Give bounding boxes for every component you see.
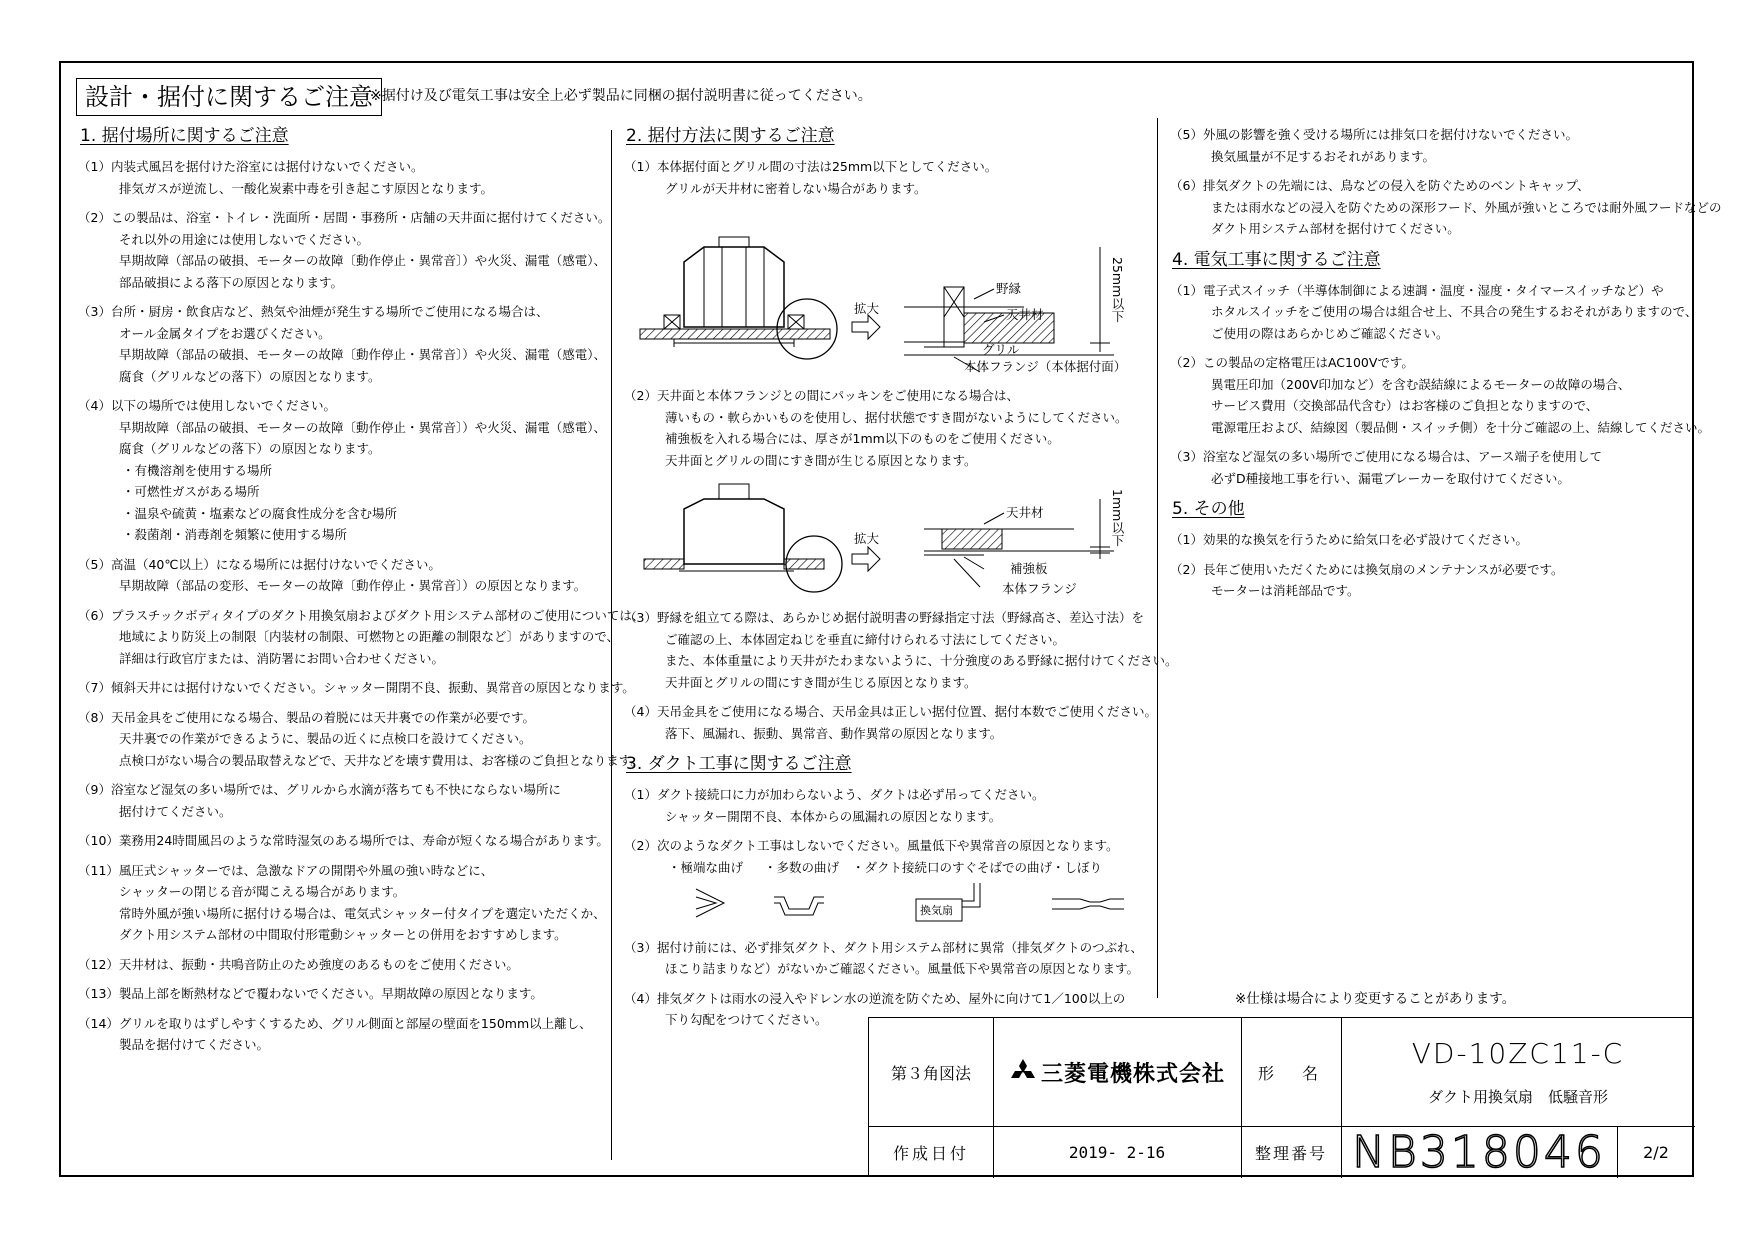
flange-label: 本体フランジ (1002, 581, 1077, 596)
item-text: （1）電子式スイッチ（半導体制御による速調・温度・湿度・タイマースイッチなど）や (1170, 282, 1664, 298)
item-text: （2）この製品の定格電圧はAC100Vです。 (1170, 355, 1414, 370)
case-label: ・多数の曲げ (764, 859, 840, 875)
item-text: （4）以下の場所では使用しないでください。 (78, 398, 336, 413)
item-text-continued: 天井面とグリルの間にすき間が生じる原因となります。 (665, 674, 977, 690)
flange-label: 本体フランジ（本体据付面） (964, 359, 1127, 374)
case-label: ・しぼり (1052, 859, 1103, 875)
item-text-continued: 製品を据付けてください。 (119, 1037, 270, 1052)
item-text: （4）天吊金具をご使用になる場合、天吊金具は正しい据付位置、据付本数でご使用ください。 (624, 704, 1157, 719)
item-text: （6）プラスチックボディタイプのダクト用換気扇およびダクト用システム部材のご使用については、 (78, 607, 645, 623)
expand-label: 拡大 (854, 531, 880, 546)
item-text: （11）風圧式シャッターでは、急激なドアの開閉や外風の強い時などに、 (78, 862, 494, 878)
item-text-continued: 詳細は行政官庁または、消防署にお問い合わせください。 (119, 650, 445, 666)
item-text: （7）傾斜天井には据付けないでください。シャッター開閉不良、振動、異常音の原因となります。 (78, 680, 635, 695)
section-4-items (1170, 280, 1711, 490)
item-text-continued: シャッターの閉じる音が聞こえる場合があります。 (119, 884, 406, 899)
noen-label: 野縁 (996, 281, 1022, 296)
item-text-continued: 異電圧印加（200V印加など）を含む誤結線によるモーターの故障の場合、 (1211, 376, 1631, 392)
item-text-continued: 常時外風が強い場所に据付ける場合は、電気式シャッター付タイプを選定いただくか、 (119, 905, 606, 921)
list-item (78, 677, 635, 699)
section-title: 3. ダクト工事に関するご注意 (626, 754, 852, 774)
case-label: ・極端な曲げ (668, 859, 744, 875)
list-item (78, 779, 618, 822)
item-text: （2）天井面と本体フランジとの間にパッキンをご使用になる場合は、 (624, 388, 1020, 403)
bullet-item: ・可燃性ガスがある場所 (122, 484, 260, 499)
column-2 (624, 124, 1178, 1039)
duct-examples-drawing (624, 881, 1144, 927)
dimension-label: 1mm以下 (1110, 489, 1125, 547)
item-text-continued: ダクト用システム部材の中間取付形電動シャッターとの併用をおすすめします。 (119, 927, 567, 942)
item-text: （9）浴室など湿気の多い場所では、グリルから水滴が落ちても不快にならない場所に (78, 782, 561, 797)
section-5-items (1170, 529, 1690, 602)
list-item (624, 385, 1144, 471)
list-item (1170, 446, 1690, 489)
item-text-continued: 早期故障（部品の変形、モーターの故障〔動作停止・異常音〕）の原因となります。 (119, 578, 587, 593)
item-text: （2）この製品は、浴室・トイレ・洗面所・居間・事務所・店舗の天井面に据付けてください。 (78, 210, 611, 225)
item-text: （5）外風の影響を強く受ける場所には排気口を据付けないでください。 (1170, 127, 1578, 142)
item-text-continued: 必ずD種接地工事を行い、漏電ブレーカーを取付けてください。 (1211, 470, 1570, 486)
section-title: 5. その他 (1172, 499, 1245, 519)
item-text-continued: サービス費用（交換部品代含む）はお客様のご負担となりますので、 (1211, 398, 1599, 413)
document-number: NB318046 (1352, 1126, 1606, 1178)
fan-grill-diagram (624, 207, 1144, 377)
dimension-label: 25mm以下 (1110, 257, 1125, 323)
bullet-item: ・温泉や硫黄・塩素などの腐食性成分を含む場所 (122, 505, 398, 521)
item-text: （13）製品上部を断熱材などで覆わないでください。早期故障の原因となります。 (78, 986, 543, 1001)
item-text-continued: 天井面とグリルの間にすき間が生じる原因となります。 (665, 452, 977, 468)
list-item (1170, 124, 1690, 167)
item-text: （12）天井材は、振動・共鳴音防止のため強度のあるものをご使用ください。 (78, 956, 519, 972)
list-item (78, 983, 618, 1005)
item-text-continued: ダクト用システム部材を据付けてください。 (1211, 221, 1460, 236)
column-divider (1157, 118, 1158, 998)
company-name: 三菱電機株式会社 (1040, 1061, 1225, 1087)
item-text: （3）台所・厨房・飲食店など、熱気や油煙が発生する場所でご使用になる場合は、 (78, 304, 549, 319)
ceiling-material-label: 天井材 (1006, 307, 1044, 322)
item-text-continued: オール金属タイプをお選びください。 (119, 325, 331, 341)
section-title: 2. 据付方法に関するご注意 (626, 126, 835, 146)
item-text-continued: 下り勾配をつけてください。 (665, 1012, 828, 1027)
case-label: ・ダクト接続口のすぐそばでの曲げ (852, 859, 1053, 875)
item-text-continued: ご確認の上、本体固定ねじを垂直に締付けられる寸法にしてください。 (665, 631, 1066, 647)
item-text-continued: また、本体重量により天井がたわまないように、十分強度のある野縁に据付けてください。 (665, 653, 1178, 668)
install-note: ※据付け及び電気工事は安全上必ず製品に同梱の据付説明書に従ってください。 (370, 88, 872, 104)
item-text-continued: グリルが天井材に密着しない場合があります。 (665, 180, 927, 196)
item-text-continued: 点検口がない場合の製品取替えなどで、天井などを壊す費用は、お客様のご負担となります。 (119, 752, 643, 768)
item-text-continued: 排気ガスが逆流し、一酸化炭素中毒を引き起こす原因となります。 (119, 180, 494, 196)
list-item (624, 156, 1144, 199)
item-text-continued: 薄いもの・軟らかいものを使用し、据付状態ですき間がないようにしてください。 (665, 409, 1128, 425)
item-text-continued: シャッター開閉不良、本体からの風漏れの原因となります。 (665, 808, 1002, 824)
column-3 (1170, 124, 1722, 610)
item-text: （2）次のようなダクト工事はしないでください。風量低下や異常音の原因となります。 (624, 838, 1119, 853)
duct-case-labels (624, 857, 1144, 877)
item-text: （3）野縁を組立てる際は、あらかじめ据付説明書の野縁指定寸法（野縁高さ、差込寸法）を (624, 610, 1144, 625)
title-block (868, 1017, 1694, 1177)
item-text: （3）浴室など湿気の多い場所でご使用になる場合は、アース端子を使用して (1170, 449, 1602, 464)
section-3-continued-items (1170, 124, 1722, 240)
product-name: ダクト用換気扇 低騒音形 (1427, 1087, 1608, 1106)
model-label: 形 名 (1257, 1063, 1324, 1083)
list-item (78, 554, 618, 597)
item-text-continued: モーターは消耗部品です。 (1211, 583, 1360, 598)
company-logo (993, 1018, 1241, 1126)
item-text-continued: 早期故障（部品の破損、モーターの故障〔動作停止・異常音〕）や火災、漏電（感電）、 (119, 347, 607, 362)
list-item (624, 937, 1144, 980)
list-item (1170, 559, 1690, 602)
list-item (1170, 352, 1711, 438)
item-text-continued: 部品破損による落下の原因となります。 (119, 274, 344, 290)
item-text: （6）排気ダクトの先端には、鳥などの侵入を防ぐためのベントキャップ、 (1170, 178, 1590, 193)
fan-box-label: 換気扇 (920, 903, 953, 917)
item-text-continued: ほこり詰まりなど）がないかご確認ください。風量低下や異常音の原因となります。 (665, 961, 1140, 976)
list-item (78, 860, 618, 946)
item-text: （5）高温（40℃以上）になる場所には据付けないでください。 (78, 556, 441, 572)
list-item (624, 784, 1144, 827)
item-text: （14）グリルを取りはずしやすくするため、グリル側面と部屋の壁面を150mm以上離し、 (78, 1015, 592, 1031)
spec-change-note: ※仕様は場合により変更することがあります。 (1235, 991, 1516, 1007)
section-1-items (78, 156, 645, 1056)
item-text-continued: 電源電圧および、結線図（製品側・スイッチ側）を十分ご確認の上、結線してください。 (1211, 419, 1711, 435)
item-text-continued: 地域により防災上の制限〔内装材の制限、可燃物との距離の制限など〕がありますので、 (119, 629, 620, 644)
projection-method: 第３角図法 (890, 1063, 971, 1083)
list-item (1170, 175, 1722, 240)
list-item (78, 156, 618, 199)
item-text: （1）本体据付面とグリル間の寸法は25mm以下としてください。 (624, 159, 998, 174)
page-number: 2/2 (1643, 1142, 1669, 1162)
three-diamonds-icon (1009, 1059, 1037, 1085)
list-item (78, 605, 645, 670)
item-text: （10）業務用24時間風呂のような常時湿気のある場所では、寿命が短くなる場合があります。 (78, 833, 609, 848)
item-text-continued: 換気風量が不足するおそれがあります。 (1211, 148, 1436, 164)
item-text-continued: ご使用の際はあらかじめご確認ください。 (1211, 325, 1449, 341)
expand-label: 拡大 (854, 301, 880, 316)
list-item (78, 395, 618, 546)
item-text: （1）内装式風呂を据付けた浴室には据付けないでください。 (78, 159, 424, 174)
item-text: （4）排気ダクトは雨水の浸入やドレン水の逆流を防ぐため、屋外に向けて1／100以上の (624, 990, 1126, 1006)
number-label: 整理番号 (1254, 1143, 1327, 1163)
list-item (624, 835, 1144, 857)
item-text: （3）据付け前には、必ず排気ダクト、ダクト用システム部材に異常（排気ダクトのつぶれ、 (624, 939, 1143, 955)
list-item (1170, 280, 1698, 345)
duct-examples (624, 881, 1144, 927)
item-text: （1）ダクト接続口に力が加わらないよう、ダクトは必ず吊ってください。 (624, 787, 1045, 802)
bullet-item: ・殺菌剤・消毒剤を頻繁に使用する場所 (122, 527, 348, 542)
item-text: （1）効果的な換気を行うために給気口を必ず設けてください。 (1170, 532, 1528, 547)
column-1 (78, 124, 645, 1064)
item-text-continued: 早期故障（部品の破損、モーターの故障〔動作停止・異常音〕）や火災、漏電（感電）、 (119, 419, 607, 435)
item-text-continued: または雨水などの浸入を防ぐための深形フード、外風が強いところでは耐外風フードなどの (1211, 199, 1722, 215)
list-item (78, 954, 618, 976)
item-text-continued: それ以外の用途には使用しないでください。 (119, 231, 370, 247)
list-item (78, 301, 618, 387)
list-item (78, 707, 643, 772)
item-text-continued: ホタルスイッチをご使用の場合は組合せ上、不具合の発生するおそれがありますので、 (1211, 304, 1698, 319)
item-text-continued: 据付けてください。 (119, 803, 232, 819)
item-text-continued: 腐食（グリルなどの落下）の原因となります。 (119, 441, 381, 456)
list-item (624, 701, 1157, 744)
section-title: 1. 据付場所に関するご注意 (80, 126, 289, 146)
item-text-continued: 天井裏での作業ができるように、製品の近くに点検口を設けてください。 (119, 731, 532, 746)
list-item (78, 830, 618, 852)
item-text: （2）長年ご使用いただくためには換気扇のメンテナンスが必要です。 (1170, 561, 1564, 577)
date-label: 作成日付 (892, 1143, 969, 1163)
list-item (624, 607, 1178, 693)
bullet-item: ・有機溶剤を使用する場所 (122, 462, 273, 478)
item-text-continued: 早期故障（部品の破損、モーターの故障〔動作停止・異常音〕）や火災、漏電（感電）、 (119, 253, 607, 268)
item-text-continued: 補強板を入れる場合には、厚さが1mm以下のものをご使用ください。 (665, 431, 1060, 446)
model-number: VD-10ZC11-C (1411, 1036, 1625, 1070)
item-text-continued: 落下、風漏れ、振動、異常音、動作異常の原因となります。 (665, 725, 1003, 741)
item-text-continued: 腐食（グリルなどの落下）の原因となります。 (119, 368, 381, 384)
grill-label: グリル (982, 342, 1020, 357)
item-text: （8）天吊金具をご使用になる場合、製品の着脱には天井裏での作業が必要です。 (78, 709, 535, 725)
list-item (1170, 529, 1690, 551)
list-item (78, 1013, 618, 1056)
creation-date: 2019- 2-16 (1068, 1142, 1166, 1162)
install-figure-2 (624, 479, 1144, 599)
ceiling-material-label: 天井材 (1006, 505, 1044, 520)
page-title: 設計・据付に関するご注意 (76, 78, 382, 116)
section-title: 4. 電気工事に関するご注意 (1172, 249, 1381, 270)
list-item (78, 207, 618, 293)
install-figure-1 (624, 207, 1144, 377)
reinforcement-label: 補強板 (1010, 561, 1048, 576)
